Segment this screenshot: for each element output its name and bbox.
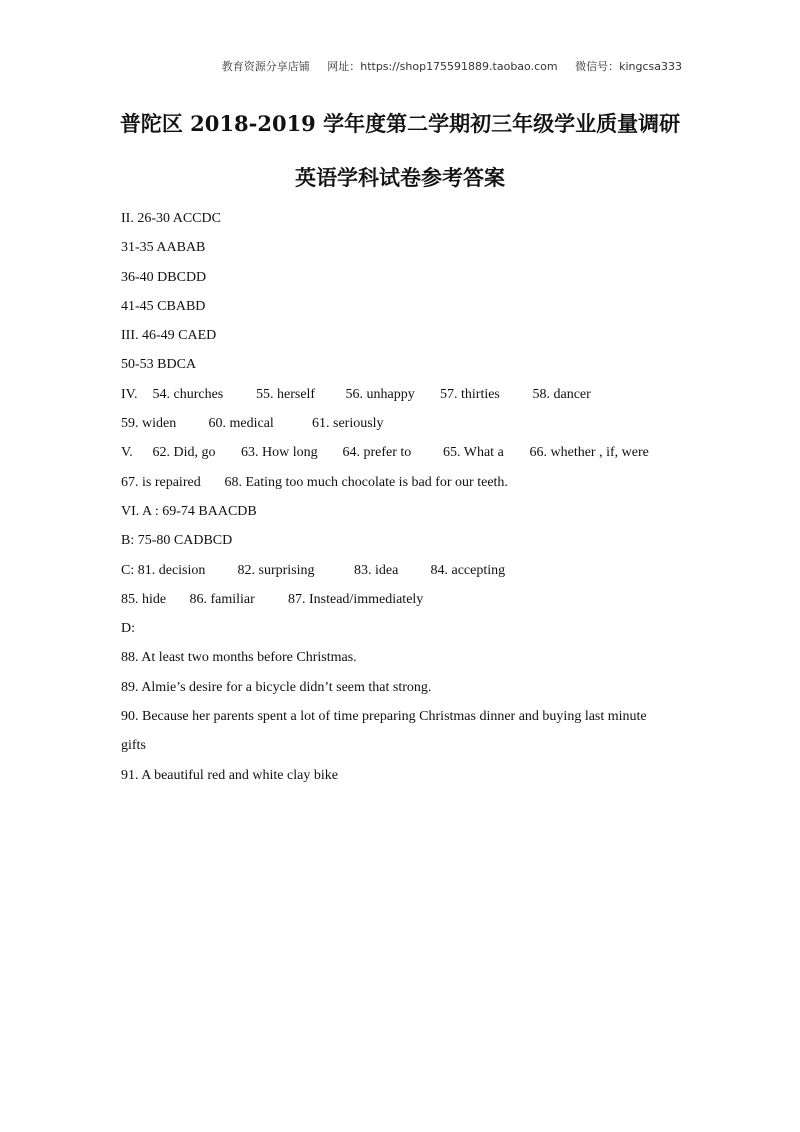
answer-line: 91. A beautiful red and white clay bike <box>121 767 338 783</box>
answer-item: 62. Did, go <box>152 445 216 461</box>
answer-line <box>121 474 681 503</box>
answer-line: 50-53 BDCA <box>121 357 197 373</box>
section-label: V. <box>121 445 133 461</box>
answer-item: 82. surprising <box>237 562 315 578</box>
answer-line <box>121 386 681 415</box>
answer-line <box>121 591 681 620</box>
document-title: 普陀区 2018-2019 学年度第二学期初三年级学业质量调研 <box>119 111 681 136</box>
answer-item: 66. whether , if, were <box>529 445 649 461</box>
answer-item: 64. prefer to <box>342 445 412 461</box>
document-subtitle: 英语学科试卷参考答案 <box>295 165 505 190</box>
answer-line: gifts <box>121 738 146 754</box>
answer-item: 68. Eating too much chocolate is bad for our teeth. <box>224 474 508 490</box>
answer-item: 54. churches <box>152 386 224 402</box>
answer-line <box>121 444 681 473</box>
answer-item: 84. accepting <box>430 562 506 578</box>
answer-item: 87. Instead/immediately <box>288 591 424 607</box>
answer-item: 56. unhappy <box>345 386 415 402</box>
answer-line: 90. Because her parents spent a lot of time preparing Christmas dinner and buying last minute <box>121 709 647 725</box>
answer-item: 55. herself <box>256 386 316 402</box>
answer-line: 36-40 DBCDD <box>121 269 207 285</box>
section-label: IV. <box>121 386 138 402</box>
answer-line: 88. At least two months before Christmas. <box>121 650 357 666</box>
answer-item: 85. hide <box>121 591 167 607</box>
answer-line: VI. A : 69-74 BAACDB <box>121 503 257 519</box>
answer-item: 65. What a <box>443 445 504 461</box>
answer-key <box>121 210 681 796</box>
answer-item: 57. thirties <box>440 386 500 402</box>
answer-line: III. 46-49 CAED <box>121 328 217 344</box>
answer-line: D: <box>121 621 135 637</box>
answer-item: 86. familiar <box>189 591 255 607</box>
answer-item: 67. is repaired <box>121 474 201 490</box>
page-header <box>222 58 682 74</box>
wechat-id: 微信号：kingcsa333 <box>575 60 682 73</box>
answer-item: 59. widen <box>121 416 177 432</box>
answer-line: 41-45 CBABD <box>121 298 206 314</box>
answer-line: B: 75-80 CADBCD <box>121 533 233 549</box>
answer-item: 63. How long <box>241 445 318 461</box>
answer-item: 58. dancer <box>532 386 591 402</box>
answer-line: II. 26-30 ACCDC <box>121 211 221 226</box>
answer-item: 61. seriously <box>312 416 384 432</box>
answer-item: 60. medical <box>208 416 274 432</box>
answer-line <box>121 415 681 444</box>
answer-line: 31-35 AABAB <box>121 240 206 256</box>
shop-url: 网址：https://shop175591889.taobao.com <box>327 60 558 73</box>
answer-item: 83. idea <box>354 562 399 578</box>
answer-line: 89. Almie’s desire for a bicycle didn’t seem that strong. <box>121 679 432 695</box>
answer-item: C: 81. decision <box>121 562 206 578</box>
answer-line <box>121 562 681 591</box>
shop-name: 教育资源分享店铺 <box>221 60 310 73</box>
